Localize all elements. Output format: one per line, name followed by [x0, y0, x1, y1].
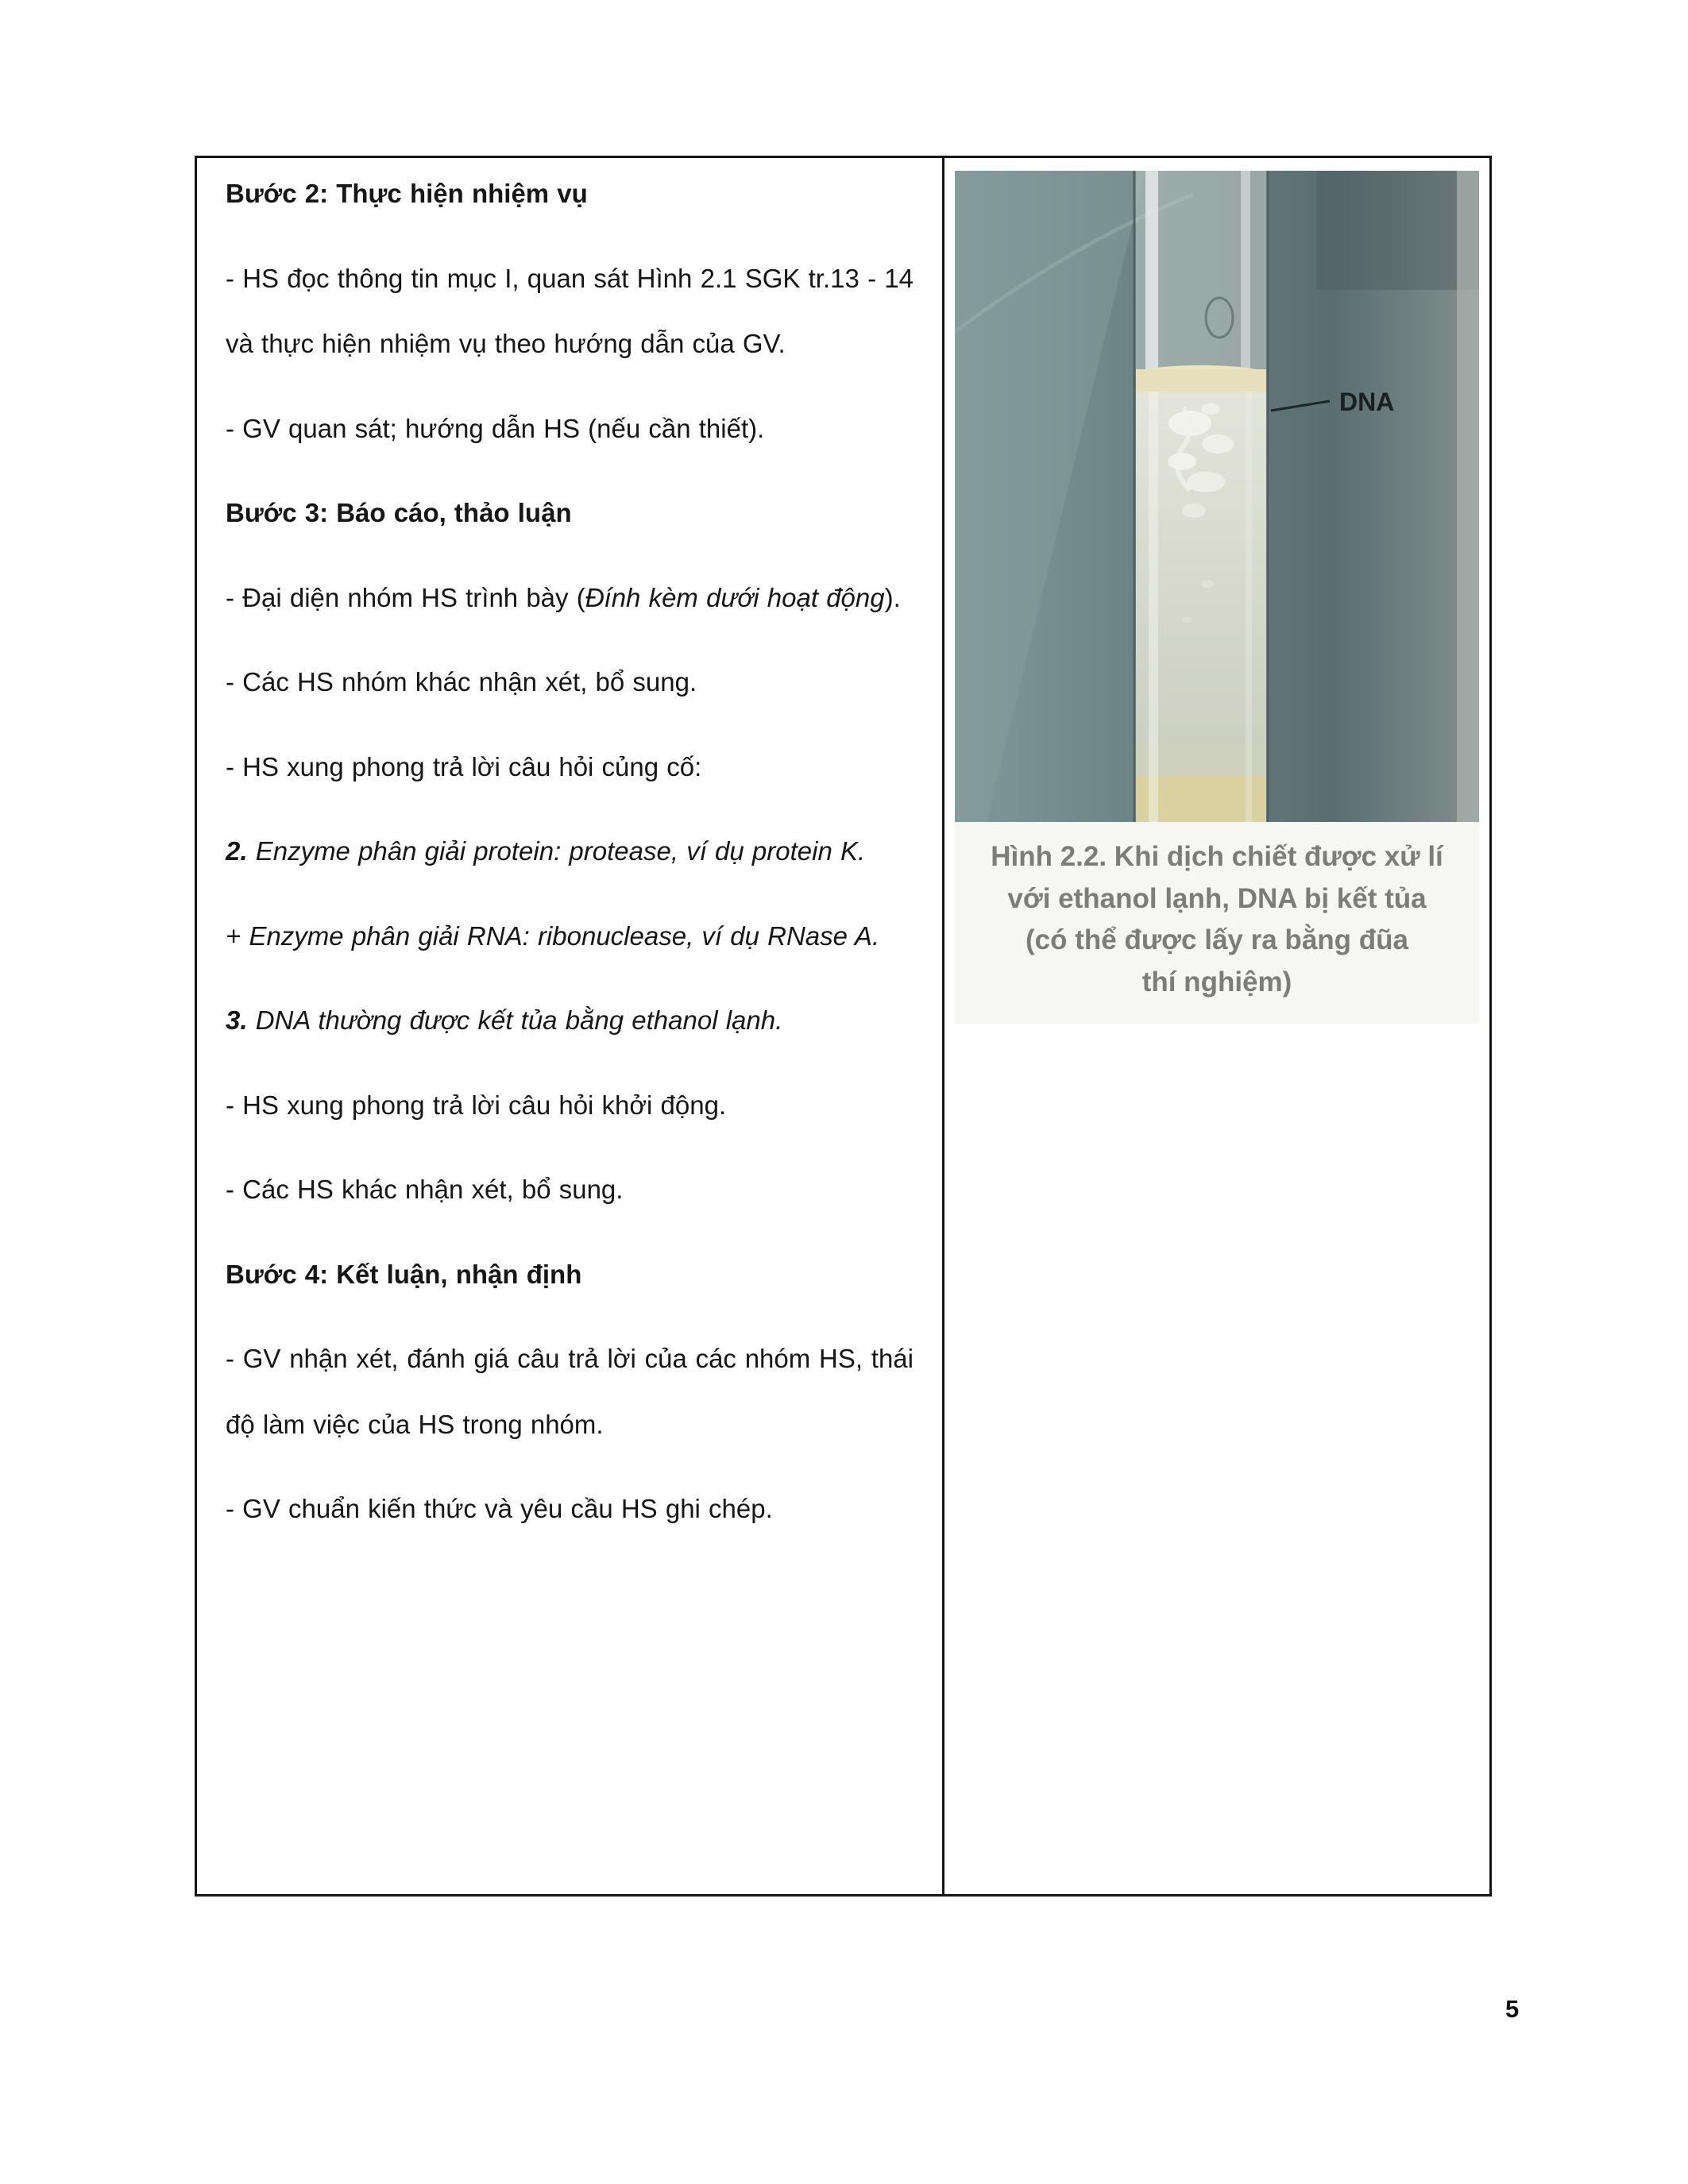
- step-3-heading: [226, 480, 914, 546]
- dna-label: DNA: [1339, 388, 1395, 416]
- background-edge-strip: [1457, 171, 1479, 822]
- text-run: DNA thường được kết tủa bằng ethanol lạnh.: [255, 1005, 783, 1035]
- body-paragraph: [226, 1157, 914, 1223]
- body-paragraph: [226, 565, 914, 631]
- figure-photo-test-tube: [955, 171, 1479, 822]
- body-paragraph: [226, 396, 914, 462]
- text-run: - GV quan sát; hướng dẫn HS (nếu cần thiết).: [226, 413, 765, 443]
- body-paragraph: [226, 1326, 914, 1457]
- body-paragraph: [226, 650, 914, 716]
- step-2-heading: [226, 161, 914, 227]
- answer-paragraph: [226, 904, 914, 970]
- body-paragraph: [226, 735, 914, 801]
- background-dark-corner: [1316, 171, 1479, 290]
- liquid-surface-band: [1136, 369, 1266, 393]
- page-number: 5: [1505, 1995, 1520, 2023]
- text-run: Bước 2: Thực hiện nhiệm vụ: [226, 179, 588, 208]
- text-run: ).: [884, 582, 901, 612]
- text-run: - HS đọc thông tin mục I, quan sát Hình 2.1 SGK tr.13 - 14 và thực hiện nhiệm vụ theo hướng dẫn của GV.: [226, 263, 914, 358]
- text-run: - GV nhận xét, đánh giá câu trả lời của các nhóm HS, thái độ làm việc của HS trong nhóm.: [226, 1344, 914, 1439]
- text-run: + Enzyme phân giải RNA: ribonuclease, ví dụ RNase A.: [226, 920, 880, 951]
- text-run: - Các HS nhóm khác nhận xét, bổ sung.: [226, 667, 697, 696]
- body-paragraph: [226, 1073, 914, 1139]
- text-run: - Các HS khác nhận xét, bổ sung.: [226, 1175, 624, 1204]
- figure-caption-line: thí nghiệm): [1141, 966, 1292, 997]
- table-cell-activity-text: [197, 158, 944, 1894]
- figure-caption-line: với ethanol lạnh, DNA bị kết tủa: [1007, 882, 1427, 914]
- text-run: 2.: [226, 836, 256, 866]
- text-run: Bước 3: Báo cáo, thảo luận: [226, 498, 572, 527]
- figure-2-2: [955, 171, 1479, 1024]
- figure-caption: [955, 822, 1479, 1024]
- text-run: Enzyme phân giải protein: protease, ví dụ protein K.: [255, 836, 866, 866]
- test-tube: [1134, 171, 1269, 822]
- figure-caption-line: Hình 2.2. Khi dịch chiết được xử lí: [991, 841, 1443, 872]
- text-run: - HS xung phong trả lời câu hỏi củng cố:: [226, 751, 702, 781]
- table-cell-figure: [944, 158, 1489, 1894]
- body-paragraph: [226, 1476, 914, 1542]
- step-4-heading: [226, 1242, 914, 1308]
- text-run: 3.: [226, 1005, 256, 1035]
- text-run: Bước 4: Kết luận, nhận định: [226, 1259, 582, 1289]
- text-run: - GV chuẩn kiến thức và yêu cầu HS ghi chép.: [226, 1494, 773, 1523]
- answer-paragraph: [226, 988, 914, 1054]
- lesson-plan-table: [195, 156, 1492, 1897]
- text-run: - Đại diện nhóm HS trình bày (: [226, 582, 585, 612]
- figure-caption-line: (có thể được lấy ra bằng đũa: [1026, 924, 1408, 955]
- text-run: Đính kèm dưới hoạt động: [585, 582, 885, 612]
- answer-paragraph: [226, 819, 914, 885]
- body-paragraph: [226, 246, 914, 377]
- text-run: - HS xung phong trả lời câu hỏi khởi động.: [226, 1090, 727, 1120]
